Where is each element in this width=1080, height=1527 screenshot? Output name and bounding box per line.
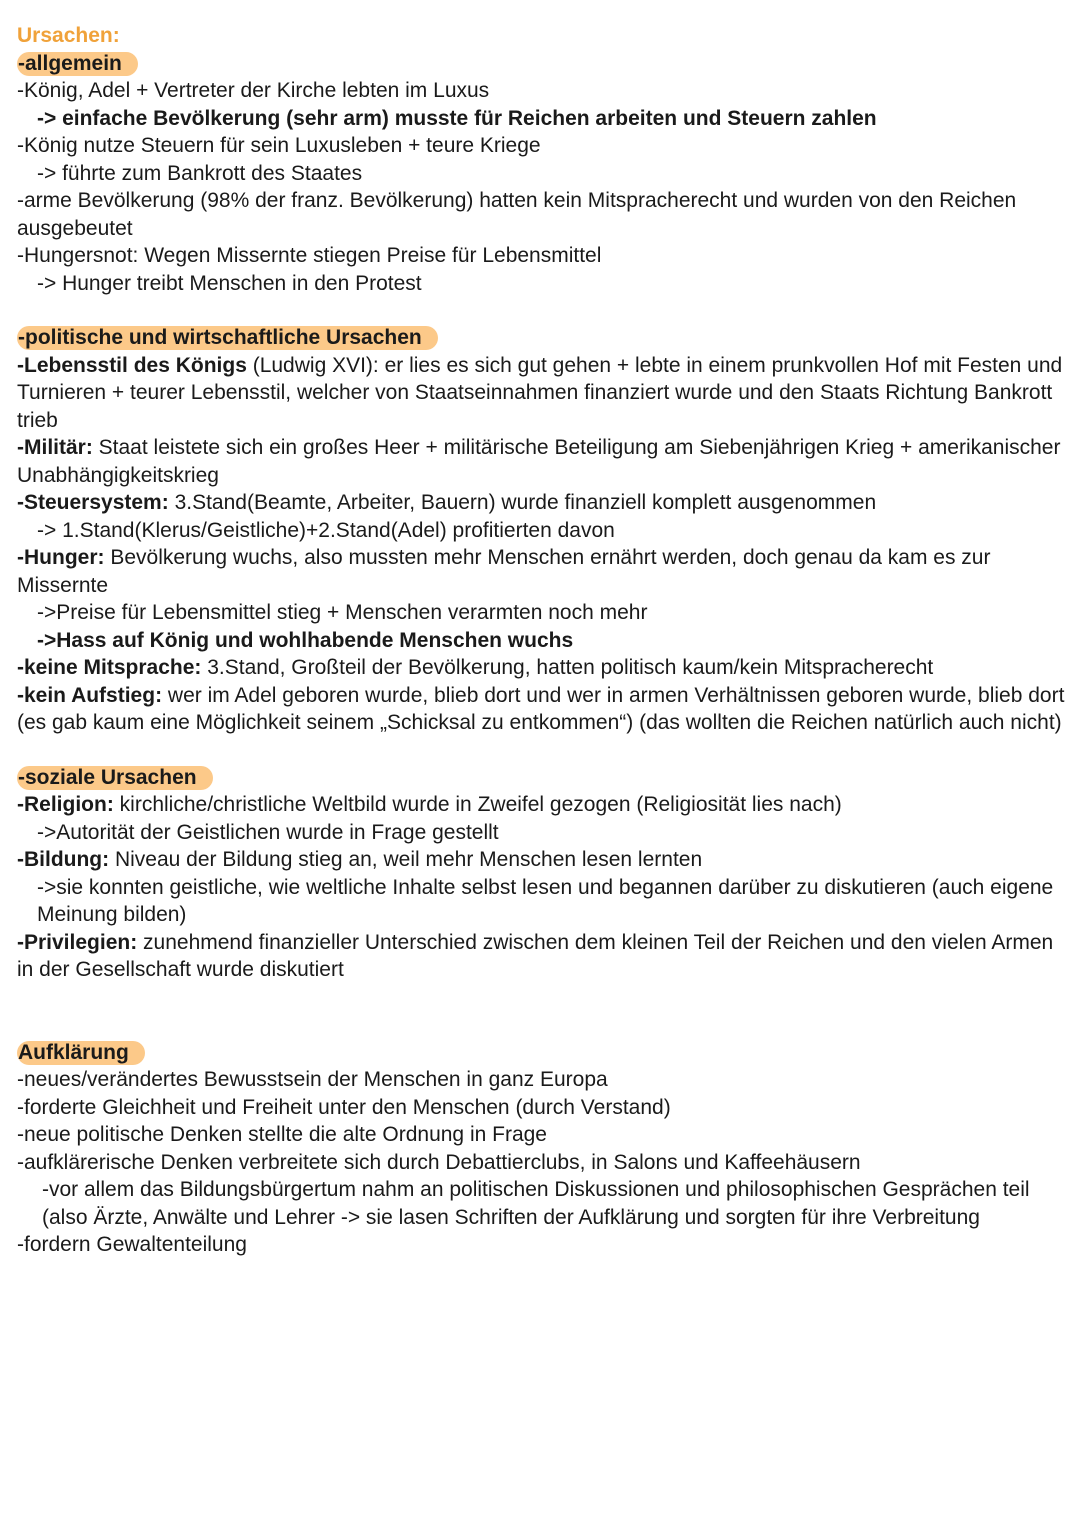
education-sub: ->sie konnten geistliche, wie weltliche Inhalte selbst lesen und begannen darüber zu diskutieren (auch eigene Meinung bilden) (37, 875, 1054, 926)
social-item-education (17, 846, 1067, 874)
general-line-2-text: -> einfache Bevölkerung (sehr arm) musste für Reichen arbeiten und Steuern zahlen (37, 106, 877, 130)
general-line-5: -arme Bevölkerung (98% der franz. Bevölkerung) hatten kein Mitspracherecht und wurden von den Reichen ausgebeutet (17, 189, 1017, 240)
hunger-sub-1: ->Preise für Lebensmittel stieg + Menschen verarmten noch mehr (37, 601, 648, 624)
enlightenment-heading-row (17, 1039, 1067, 1067)
enlightenment-line-4-sub: -vor allem das Bildungsbürgertum nahm an politischen Diskussionen und philosophischen Gesprächen teil (also Ärzte, Anwälte und Lehrer -> sie lasen Schriften der Aufklärung und sorgten für ihre Verbreitung (42, 1178, 1030, 1229)
no-rise-label: -kein Aufstieg: (17, 683, 163, 707)
lifestyle-label: -Lebensstil des Königs (17, 353, 247, 377)
privileges-label: -Privilegien: (17, 930, 138, 954)
tax-text: 3.Stand(Beamte, Arbeiter, Bauern) wurde finanziell komplett ausgenommen (168, 491, 877, 514)
social-item-privileges (17, 929, 1067, 984)
political-item-hunger (17, 544, 1067, 599)
military-label: -Militär: (17, 436, 93, 459)
hunger-label: -Hunger: (17, 546, 105, 569)
general-line-3: -König nutze Steuern für sein Luxusleben + teure Kriege (17, 134, 541, 157)
political-item-no-say (17, 654, 1067, 682)
hunger-sub-2 (17, 627, 1067, 655)
general-heading: -allgemein (17, 52, 138, 76)
general-line-4: -> führte zum Bankrott des Staates (37, 161, 363, 185)
notes-page (17, 22, 1067, 1259)
enlightenment-heading: Aufklärung (17, 1041, 145, 1065)
social-item-religion (17, 791, 1067, 819)
enlightenment-line-5: -fordern Gewaltenteilung (17, 1233, 247, 1256)
social-heading: -soziale Ursachen (17, 766, 213, 790)
general-line-1: -König, Adel + Vertreter der Kirche lebten im Luxus (17, 79, 490, 102)
general-line-2 (17, 105, 1067, 133)
religion-label: -Religion: (17, 793, 114, 816)
causes-title: Ursachen: (17, 24, 120, 47)
political-item-tax (17, 489, 1067, 517)
political-item-lifestyle (17, 352, 1067, 435)
military-text: Staat leistete sich ein großes Heer + militärische Beteiligung am Siebenjährigen Krieg + amerikanischer Unabhängigkeitskrieg (17, 436, 1061, 487)
hunger-sub-2-text: ->Hass auf König und wohlhabende Menschen wuchs (37, 628, 574, 652)
lifestyle-text: (Ludwig XVI): er lies es sich gut gehen + lebte in einem prunkvollen Hof mit Festen und Turnieren + teurer Lebensstil, welcher von Staatseinnahmen finanziert wurde und den Staats Richtung Bankrott trieb (17, 353, 1063, 432)
no-say-text: 3.Stand, Großteil der Bevölkerung, hatten politisch kaum/kein Mitspracherecht (201, 656, 934, 679)
no-rise-text: wer im Adel geboren wurde, blieb dort und wer in armen Verhältnissen geboren wurde, blieb dort (es gab kaum eine Möglichkeit seinem „Schicksal zu entkommen“) (das wollten die Reichen natürlich auch nicht) (17, 683, 1065, 734)
enlightenment-line-1: -neues/verändertes Bewusstsein der Menschen in ganz Europa (17, 1068, 608, 1091)
religion-text: kirchliche/christliche Weltbild wurde in Zweifel gezogen (Religiosität lies nach) (113, 793, 842, 816)
religion-sub: ->Autorität der Geistlichen wurde in Frage gestellt (37, 820, 499, 844)
education-text: Niveau der Bildung stieg an, weil mehr Menschen lesen lernten (109, 848, 703, 871)
enlightenment-line-2: -forderte Gleichheit und Freiheit unter den Menschen (durch Verstand) (17, 1095, 671, 1119)
no-say-label: -keine Mitsprache: (17, 656, 202, 679)
political-heading-row (17, 324, 1067, 352)
education-label: -Bildung: (17, 848, 110, 871)
political-heading: -politische und wirtschaftliche Ursachen (17, 326, 438, 350)
general-line-7: -> Hunger treibt Menschen in den Protest (37, 271, 422, 295)
general-line-6: -Hungersnot: Wegen Missernte stiegen Preise für Lebensmittel (17, 244, 602, 267)
general-heading-row (17, 50, 1067, 78)
social-heading-row (17, 764, 1067, 792)
privileges-text: zunehmend finanzieller Unterschied zwischen dem kleinen Teil der Reichen und den vielen Armen in der Gesellschaft wurde diskutiert (17, 930, 1054, 981)
political-item-military (17, 434, 1067, 489)
enlightenment-line-4: -aufklärerische Denken verbreitete sich durch Debattierclubs, in Salons und Kaffeehäusern (17, 1150, 861, 1174)
tax-sub: -> 1.Stand(Klerus/Geistliche)+2.Stand(Adel) profitierten davon (37, 518, 615, 542)
enlightenment-line-3: -neue politische Denken stellte die alte Ordnung in Frage (17, 1123, 547, 1146)
political-item-no-rise (17, 682, 1067, 737)
hunger-text: Bevölkerung wuchs, also mussten mehr Menschen ernährt werden, doch genau da kam es zur Missernte (17, 546, 991, 597)
tax-label: -Steuersystem: (17, 491, 169, 514)
